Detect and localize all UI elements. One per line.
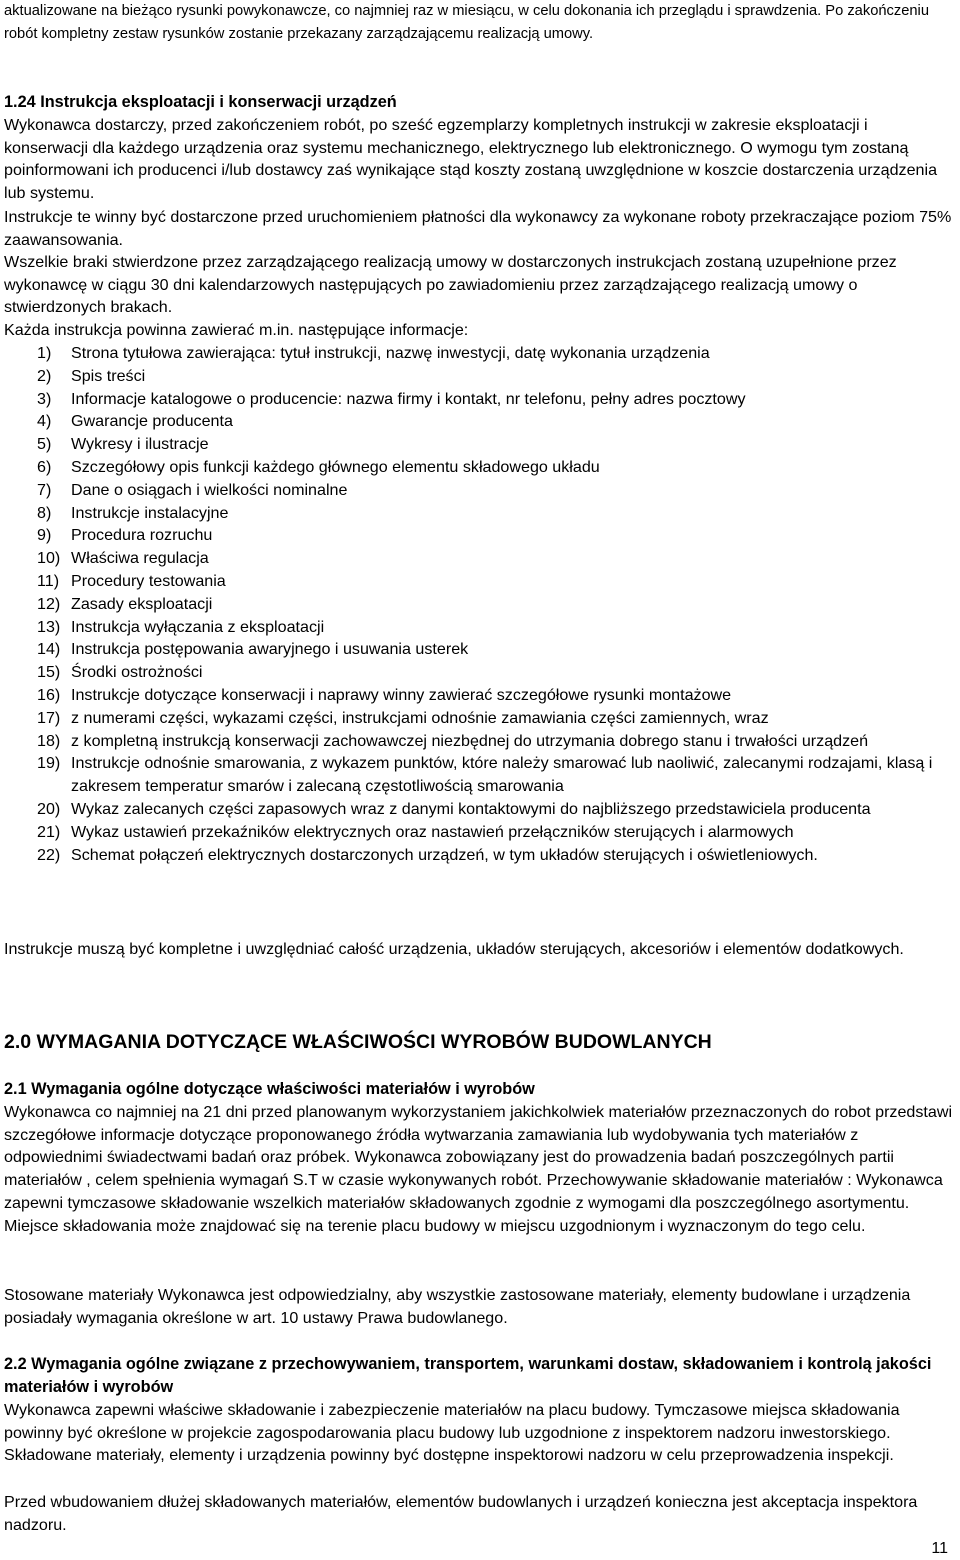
intro-paragraph: aktualizowane na bieżąco rysunki powykonawcze, co najmniej raz w miesiącu, w celu dokonania ich przeglądu i sprawdzenia. Po zakończeniu robót kompletny zestaw rysunków zostanie przekazany zarządzającemu realizacją umowy. (4, 3, 929, 42)
list-item-text: Dane o osiągach i wielkości nominalne (71, 480, 348, 499)
list-item-number: 5) (37, 435, 52, 454)
list-item-number: 9) (37, 526, 52, 545)
list-item-text: Spis treści (71, 366, 146, 385)
section-1-24-heading: 1.24 Instrukcja eksploatacji i konserwacji urządzeń (4, 93, 397, 111)
list-item-text: Informacje katalogowe o producencie: nazwa firmy i kontakt, nr telefonu, pełny adres pocztowy (71, 389, 746, 408)
list-item (4, 342, 956, 365)
list-item-number: 12) (37, 594, 61, 613)
list-item-number: 15) (37, 663, 61, 682)
list-item-text: Wykaz ustawień przekaźników elektrycznych oraz nastawień przełączników sterujących i alarmowych (71, 822, 794, 841)
section-2-1-paragraph-2: Stosowane materiały Wykonawca jest odpowiedzialny, aby wszystkie zastosowane materiały, elementy budowlane i urządzenia posiadały wymagania określone w art. 10 ustawy Prawa budowlanego. (4, 1286, 911, 1327)
list-item (4, 365, 956, 388)
list-item (4, 524, 956, 547)
list-item (4, 547, 956, 570)
list-item (4, 707, 956, 730)
list-item (4, 502, 956, 525)
list-item-text: z kompletną instrukcją konserwacji zachowawczej niezbędnej do utrzymania dobrego stanu i trwałości urządzeń (71, 731, 869, 750)
list-item-number: 1) (37, 344, 52, 362)
list-item-text: Wykresy i ilustracje (71, 435, 209, 454)
list-item-number: 20) (37, 799, 61, 818)
list-item (4, 798, 956, 821)
list-item-number: 6) (37, 457, 52, 476)
list-item-number: 2) (37, 366, 52, 385)
list-item-number: 18) (37, 731, 61, 750)
section-2-2-paragraph-1: Wykonawca zapewni właściwe składowanie i zabezpieczenie materiałów na placu budowy. Tymczasowe miejsca składowania powinny być określone w projekcie zagospodarowania placu budowy lub uzgodnione z inspektorem nadzoru inwestorskiego. Składowane materiały, elementy i urządzenia powinny być dostępne inspektorowi nadzoru w celu przeprowadzenia inspekcji. (4, 1401, 900, 1465)
list-item (4, 638, 956, 661)
list-item-text: Schemat połączeń elektrycznych dostarczonych urządzeń, w tym układów sterujących i oświetleniowych. (71, 845, 818, 864)
section-1-24-paragraph-1: Wykonawca dostarczy, przed zakończeniem robót, po sześć egzemplarzy kompletnych instrukcji w zakresie eksploatacji i konserwacji dla każdego urządzenia oraz systemu mechanicznego, elektrycznego lub elektronicznego. O wymogu tym zostaną poinformowani ich producenci i/lub dostawcy zaś wynikające stąd koszty zostaną uwzględnione w koszcie dostarczenia urządzenia lub systemu. (4, 116, 938, 203)
list-item-number: 17) (37, 708, 61, 727)
list-item (4, 388, 956, 411)
list-item-text: Gwarancje producenta (71, 412, 233, 431)
list-item-number: 11) (37, 571, 60, 590)
section-2-2-heading: 2.2 Wymagania ogólne związane z przechowywaniem, transportem, warunkami dostaw, składowaniem i kontrolą jakości materiałów i wyrobów (4, 1355, 932, 1396)
list-item-number: 13) (37, 617, 61, 636)
list-item-text: Zasady eksploatacji (71, 594, 213, 613)
list-item-number: 21) (37, 822, 61, 841)
list-item-text: Procedury testowania (71, 571, 226, 590)
list-item (4, 593, 956, 616)
section-2-2-paragraph-2: Przed wbudowaniem dłużej składowanych materiałów, elementów budowlanych i urządzeń konieczna jest akceptacja inspektora nadzoru. (4, 1493, 918, 1534)
list-item-text: Wykaz zalecanych części zapasowych wraz z danymi kontaktowymi do najbliższego przedstawiciela producenta (71, 799, 871, 818)
section-1-24-paragraph-2: Instrukcje te winny być dostarczone przed uruchomieniem płatności dla wykonawcy za wykonane roboty przekraczające poziom 75% zaawansowania. (4, 208, 952, 249)
list-item-number: 19) (37, 754, 61, 773)
list-item (4, 456, 956, 479)
section-2-1-paragraph-1: Wykonawca co najmniej na 21 dni przed planowanym wykorzystaniem jakichkolwiek materiałów przeznaczonych do robot przedstawi szczegółowe informacje dotyczące proponowanego źródła wytwarzania zamawiania lub wydobywania tych materiałów z odpowiednimi świadectwami badań oraz próbek. Wykonawca zobowiązany jest do prowadzenia badań poszczególnych partii materiałów , celem spełnienia wymagań S.T w czasie wykonywanych robót. Przechowywanie składowanie materiałów : Wykonawca zapewni tymczasowe składowanie wszelkich materiałów składowanych zgodnie z wymogami dla poszczególnego asortymentu. Miejsce składowania może znajdować się na terenie placu budowy w miejscu uzgodnionym i wyznaczonym do tego celu. (4, 1103, 953, 1235)
section-2-1-heading: 2.1 Wymagania ogólne dotyczące właściwości materiałów i wyrobów (4, 1080, 535, 1098)
section-1-24-paragraph-3: Wszelkie braki stwierdzone przez zarządzającego realizacją umowy w dostarczonych instrukcjach zostaną uzupełnione przez wykonawcę w ciągu 30 dni kalendarzowych następujących po zawiadomieniu przez zarządzającego realizacją umowy o stwierdzonych brakach. (4, 253, 897, 317)
list-item-text: Instrukcja wyłączania z eksploatacji (71, 617, 325, 636)
list-item-number: 3) (37, 389, 52, 408)
list-item-number: 22) (37, 845, 61, 864)
list-item-text: Środki ostrożności (71, 663, 203, 682)
list-item-number: 8) (37, 503, 52, 522)
list-item-text: z numerami części, wykazami części, instrukcjami odnośnie zamawiania części zamiennych, wraz (71, 708, 769, 727)
list-item-text: Procedura rozruchu (71, 526, 213, 545)
list-item (4, 684, 956, 707)
list-item (4, 433, 956, 456)
list-item-number: 4) (37, 412, 52, 431)
list-item (4, 844, 956, 867)
instruction-contents-list (4, 342, 956, 866)
list-item-text: Strona tytułowa zawierająca: tytuł instrukcji, nazwę inwestycji, datę wykonania urządzenia (71, 344, 710, 362)
list-item (4, 479, 956, 502)
list-item-number: 7) (37, 480, 52, 499)
list-item (4, 661, 956, 684)
list-item-number: 14) (37, 640, 61, 659)
list-item-text: Instrukcje odnośnie smarowania, z wykazem punktów, które należy smarować lub naoliwić, zalecanymi rodzajami, klasą i zakresem temperatur smarów i zalecaną częstotliwością smarowania (71, 754, 933, 796)
list-item (4, 730, 956, 753)
list-item (4, 616, 956, 639)
list-item-text: Instrukcje dotyczące konserwacji i naprawy winny zawierać szczegółowe rysunki montażowe (71, 685, 732, 704)
list-item (4, 752, 956, 798)
list-item (4, 410, 956, 433)
list-item-text: Instrukcja postępowania awaryjnego i usuwania usterek (71, 640, 469, 659)
page-number: 11 (931, 1540, 948, 1557)
list-item-number: 10) (37, 549, 61, 568)
list-item (4, 821, 956, 844)
section-1-24-paragraph-4: Każda instrukcja powinna zawierać m.in. następujące informacje: (4, 321, 469, 339)
list-item-text: Instrukcje instalacyjne (71, 503, 229, 522)
section-1-24-paragraph-5: Instrukcje muszą być kompletne i uwzględniać całość urządzenia, układów sterujących, akcesoriów i elementów dodatkowych. (4, 940, 904, 958)
list-item (4, 570, 956, 593)
list-item-text: Szczegółowy opis funkcji każdego głównego elementu składowego układu (71, 457, 600, 476)
list-item-text: Właściwa regulacja (71, 549, 209, 568)
list-item-number: 16) (37, 685, 61, 704)
section-2-0-heading: 2.0 WYMAGANIA DOTYCZĄCE WŁAŚCIWOŚCI WYROBÓW BUDOWLANYCH (4, 1031, 712, 1053)
